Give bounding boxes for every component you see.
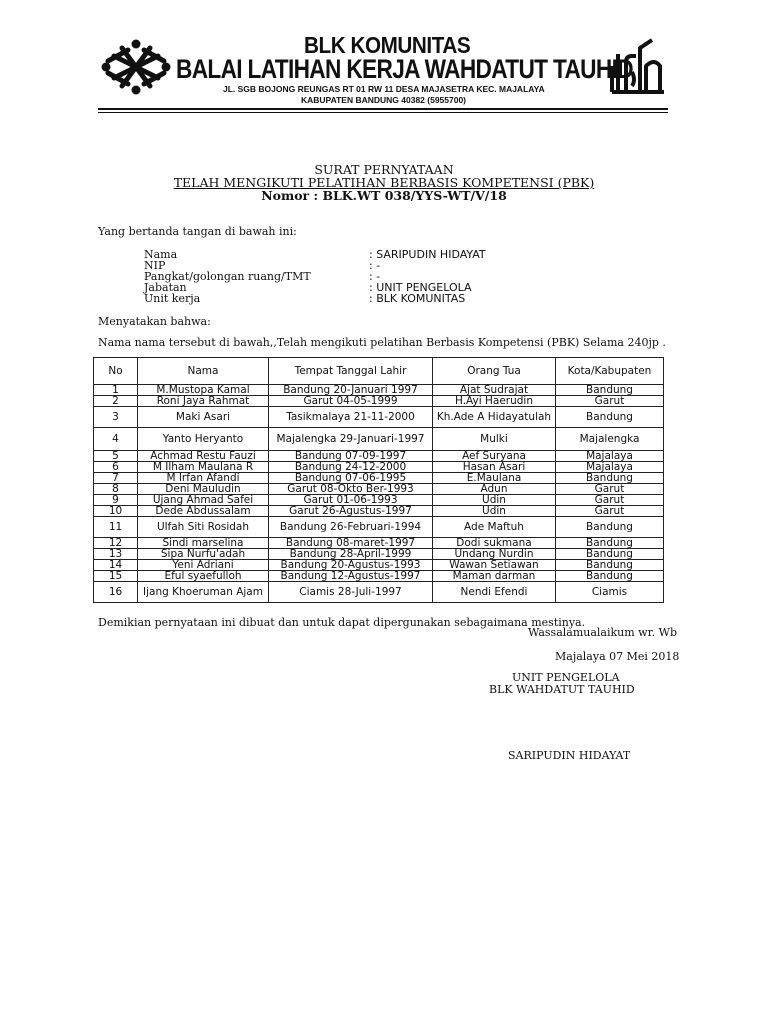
table-row (94, 582, 664, 603)
letterhead-divider-thick (98, 108, 668, 110)
row-city: Majalengka (556, 428, 664, 451)
row-no: 4 (94, 428, 138, 451)
table-row (94, 407, 664, 428)
signer-value-unit: : BLK KOMUNITAS (369, 292, 466, 305)
row-city: Garut (556, 506, 664, 517)
row-birth: Majalengka 29-Januari-1997 (269, 428, 433, 451)
row-birth: Bandung 20-Agustus-1993 (269, 560, 433, 571)
row-name: M Ilham Maulana R (138, 462, 269, 473)
row-parent: Undang Nurdin (433, 549, 556, 560)
row-parent: Udin (433, 495, 556, 506)
row-parent: Udin (433, 506, 556, 517)
row-birth: Bandung 08-maret-1997 (269, 538, 433, 549)
org-name-full: BALAI LATIHAN KERJA WAHDATUT TAUHID (176, 54, 633, 84)
row-parent: E.Maulana (433, 473, 556, 484)
table-row (94, 484, 664, 495)
intro-text: Yang bertanda tangan di bawah ini: (98, 225, 297, 238)
row-birth: Bandung 28-April-1999 (269, 549, 433, 560)
signer-label-rank: Pangkat/golongan ruang/TMT (144, 270, 311, 283)
row-no: 5 (94, 451, 138, 462)
row-parent: Kh.Ade A Hidayatulah (433, 407, 556, 428)
row-no: 8 (94, 484, 138, 495)
row-no: 10 (94, 506, 138, 517)
row-parent: H.Ayi Haerudin (433, 396, 556, 407)
row-name: Maki Asari (138, 407, 269, 428)
row-parent: Dodi sukmana (433, 538, 556, 549)
row-city: Bandung (556, 549, 664, 560)
row-name: Ulfah Siti Rosidah (138, 517, 269, 538)
row-no: 11 (94, 517, 138, 538)
row-no: 15 (94, 571, 138, 582)
signer-label-position: Jabatan (144, 281, 187, 294)
row-birth: Bandung 07-09-1997 (269, 451, 433, 462)
row-birth: Ciamis 28-Juli-1997 (269, 582, 433, 603)
row-no: 2 (94, 396, 138, 407)
salam-text: Wassalamualaikum wr. Wb (528, 626, 677, 639)
row-city: Garut (556, 495, 664, 506)
signer-value-name: : SARIPUDIN HIDAYAT (369, 248, 486, 261)
table-row (94, 451, 664, 462)
signer-label-nip: NIP (144, 259, 166, 272)
header-name: Nama (138, 358, 269, 385)
table-row (94, 549, 664, 560)
row-birth: Bandung 26-Februari-1994 (269, 517, 433, 538)
table-row (94, 560, 664, 571)
row-birth: Garut 04-05-1999 (269, 396, 433, 407)
row-city: Bandung (556, 571, 664, 582)
row-birth: Bandung 20-Januari 1997 (269, 385, 433, 396)
row-birth: Garut 01-06-1993 (269, 495, 433, 506)
row-birth: Bandung 07-06-1995 (269, 473, 433, 484)
row-city: Bandung (556, 560, 664, 571)
row-city: Bandung (556, 385, 664, 396)
row-no: 7 (94, 473, 138, 484)
row-no: 13 (94, 549, 138, 560)
row-no: 12 (94, 538, 138, 549)
org-address-line-2: KABUPATEN BANDUNG 40382 (5955700) (301, 95, 467, 105)
row-name: Ujang Ahmad Safei (138, 495, 269, 506)
signer-label-unit: Unit kerja (144, 292, 201, 305)
row-city: Majalaya (556, 462, 664, 473)
row-birth: Tasikmalaya 21-11-2000 (269, 407, 433, 428)
row-parent: Aef Suryana (433, 451, 556, 462)
table-row (94, 473, 664, 484)
row-city: Bandung (556, 473, 664, 484)
row-no: 16 (94, 582, 138, 603)
row-parent: Ajat Sudrajat (433, 385, 556, 396)
table-header-row (94, 358, 664, 385)
signature-unit: UNIT PENGELOLA (512, 671, 620, 684)
row-parent: Nendi Efendi (433, 582, 556, 603)
signature-name: SARIPUDIN HIDAYAT (508, 749, 631, 762)
table-row (94, 538, 664, 549)
letterhead-divider-thin (98, 112, 668, 113)
participants-table (93, 357, 664, 603)
row-city: Garut (556, 484, 664, 495)
row-birth: Garut 26-Agustus-1997 (269, 506, 433, 517)
row-city: Majalaya (556, 451, 664, 462)
row-no: 1 (94, 385, 138, 396)
row-name: Deni Mauludin (138, 484, 269, 495)
row-no: 9 (94, 495, 138, 506)
row-name: Eful syaefulloh (138, 571, 269, 582)
table-body (94, 385, 664, 603)
closing-text: Demikian pernyataan ini dibuat dan untuk dapat dipergunakan sebagaimana mestinya. (98, 616, 586, 629)
row-name: Ijang Khoeruman Ajam (138, 582, 269, 603)
letter-number: Nomor : BLK.WT 038/YYS-WT/V/18 (261, 188, 507, 203)
signer-value-nip: : - (369, 259, 381, 272)
row-name: Roni Jaya Rahmat (138, 396, 269, 407)
row-city: Garut (556, 396, 664, 407)
org-name-short: BLK KOMUNITAS (304, 32, 471, 58)
table-row (94, 462, 664, 473)
row-city: Bandung (556, 538, 664, 549)
row-name: M Irfan Afandi (138, 473, 269, 484)
row-name: Dede Abdussalam (138, 506, 269, 517)
letter-subtitle: TELAH MENGIKUTI PELATIHAN BERBASIS KOMPETENSI (PBK) (173, 175, 595, 190)
statement-text: Menyatakan bahwa: (98, 315, 211, 328)
row-city: Bandung (556, 407, 664, 428)
header-city: Kota/Kabupaten (556, 358, 664, 385)
row-birth: Bandung 24-12-2000 (269, 462, 433, 473)
statement-detail: Nama nama tersebut di bawah,,Telah mengikuti pelatihan Berbasis Kompetensi (PBK) Selama 240jp . (98, 336, 666, 349)
row-name: Yeni Adriani (138, 560, 269, 571)
table-row (94, 428, 664, 451)
org-address-line-1: JL. SGB BOJONG REUNGAS RT 01 RW 11 DESA MAJASETRA KEC. MAJALAYA (223, 84, 545, 94)
signer-value-rank: : - (369, 270, 381, 283)
row-birth: Garut 08-Okto Ber-1993 (269, 484, 433, 495)
row-parent: Mulki (433, 428, 556, 451)
table-row (94, 396, 664, 407)
signer-label-name: Nama (144, 248, 178, 261)
signer-value-position: : UNIT PENGELOLA (369, 281, 472, 294)
row-name: Yanto Heryanto (138, 428, 269, 451)
row-birth: Bandung 12-Agustus-1997 (269, 571, 433, 582)
row-parent: Ade Maftuh (433, 517, 556, 538)
row-name: M.Mustopa Kamal (138, 385, 269, 396)
row-name: Sindi marselina (138, 538, 269, 549)
header-no: No (94, 358, 138, 385)
row-no: 14 (94, 560, 138, 571)
row-city: Bandung (556, 517, 664, 538)
place-date: Majalaya 07 Mei 2018 (555, 650, 680, 663)
knot-logo-icon (100, 38, 172, 96)
row-parent: Hasan Asari (433, 462, 556, 473)
row-parent: Maman darman (433, 571, 556, 582)
row-name: Sipa Nurfu'adah (138, 549, 269, 560)
table-row (94, 517, 664, 538)
row-parent: Wawan Setiawan (433, 560, 556, 571)
row-no: 6 (94, 462, 138, 473)
row-no: 3 (94, 407, 138, 428)
header-birth: Tempat Tanggal Lahir (269, 358, 433, 385)
header-parent: Orang Tua (433, 358, 556, 385)
table-row (94, 506, 664, 517)
row-name: Achmad Restu Fauzi (138, 451, 269, 462)
row-city: Ciamis (556, 582, 664, 603)
table-row (94, 495, 664, 506)
table-row (94, 571, 664, 582)
table-row (94, 385, 664, 396)
row-parent: Adun (433, 484, 556, 495)
signature-org: BLK WAHDATUT TAUHID (489, 683, 635, 696)
letter-title: SURAT PERNYATAAN (314, 162, 454, 177)
